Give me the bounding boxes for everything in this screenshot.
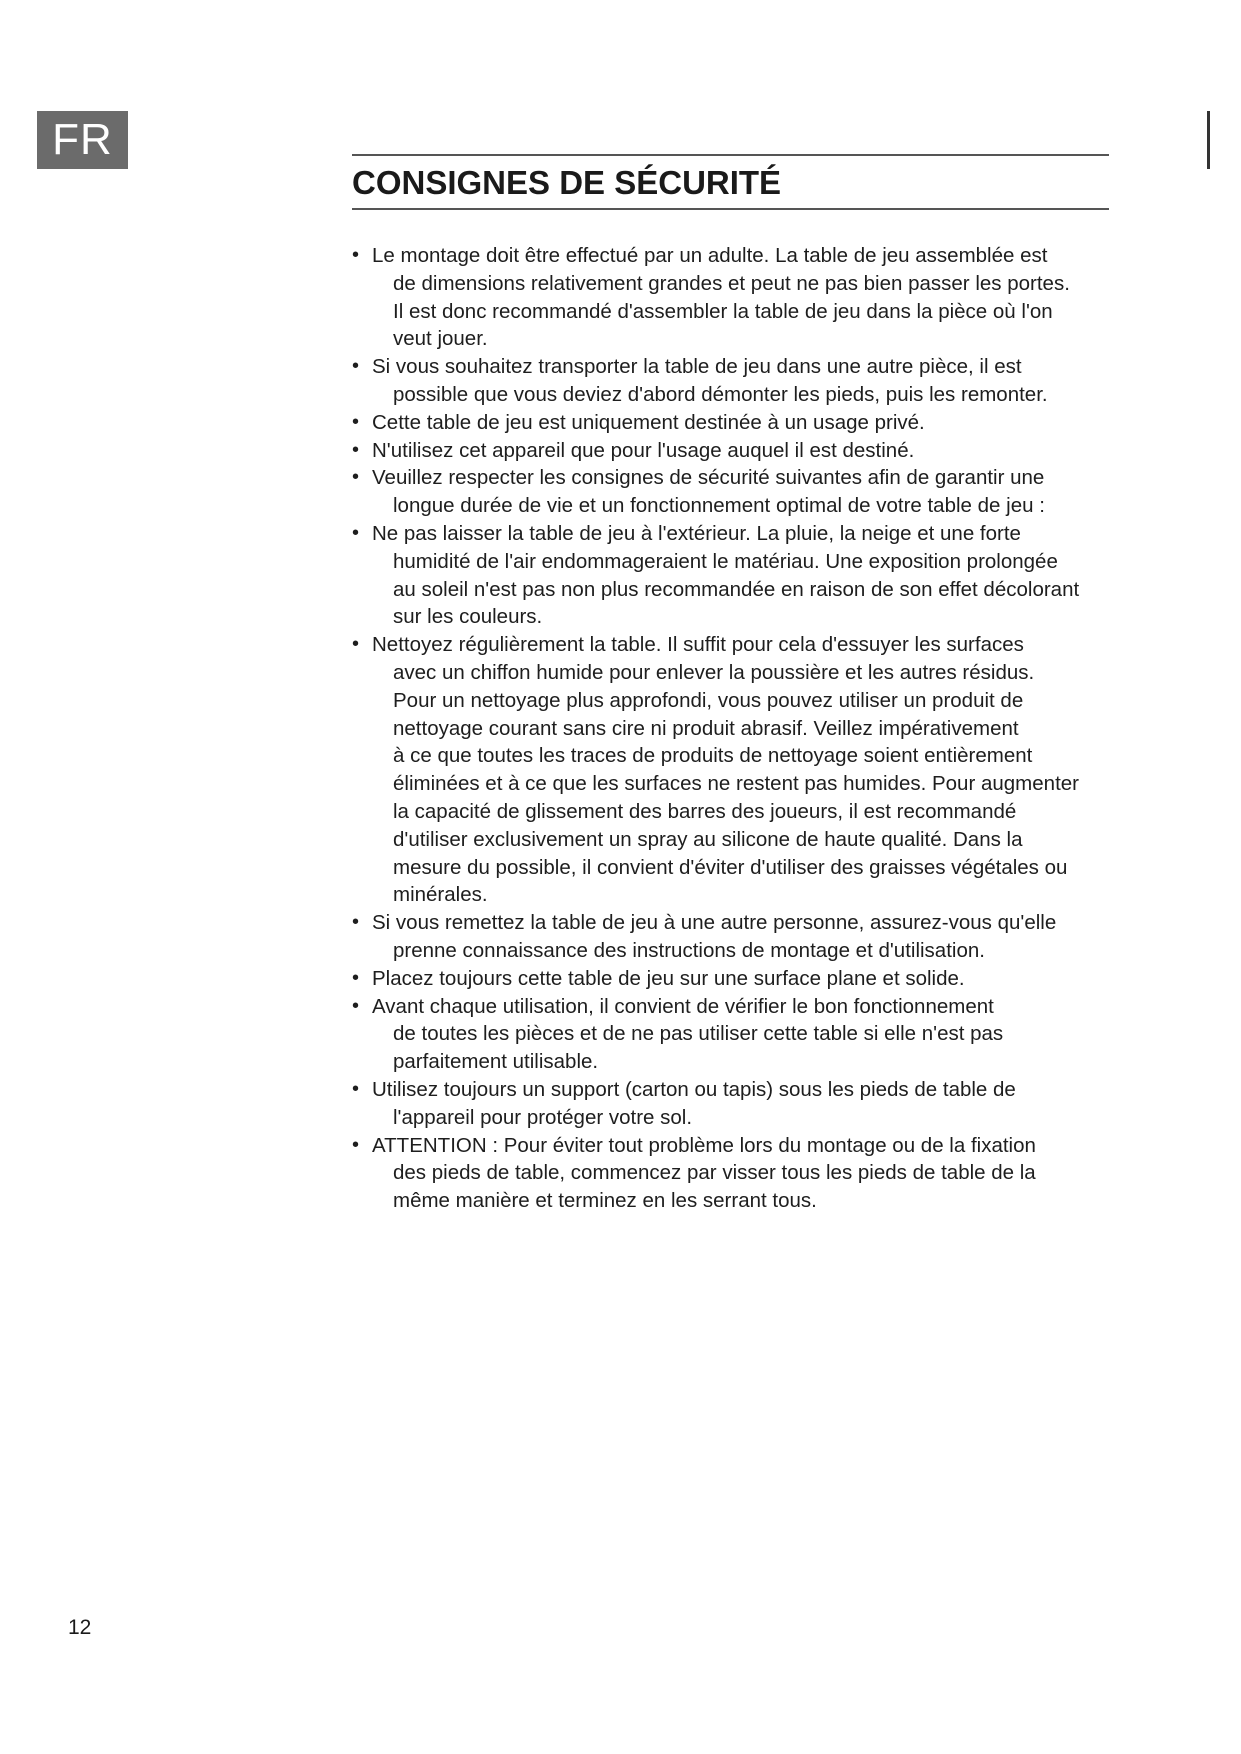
safety-item-line: Nettoyez régulièrement la table. Il suffit pour cela d'essuyer les surfaces: [372, 633, 1024, 657]
bullet-icon: •: [352, 1133, 360, 1156]
bullet-icon: •: [352, 244, 360, 266]
safety-item-line: Pour un nettoyage plus approfondi, vous pouvez utiliser un produit de: [393, 688, 1024, 712]
safety-item-line: des pieds de table, commencez par visser tous les pieds de table de la: [393, 1161, 1036, 1185]
bullet-icon: •: [352, 355, 360, 378]
bullet-icon: •: [352, 410, 360, 433]
safety-item: [352, 631, 1122, 909]
safety-item-line: Veuillez respecter les consignes de sécurité suivantes afin de garantir une: [372, 466, 1045, 490]
safety-item-line: Il est donc recommandé d'assembler la table de jeu dans la pièce où l'on: [393, 299, 1053, 323]
safety-item: [352, 437, 1122, 465]
safety-item-line: Si vous remettez la table de jeu à une autre personne, assurez-vous qu'elle: [372, 911, 1057, 935]
safety-item-line: d'utiliser exclusivement un spray au silicone de haute qualité. Dans la: [393, 827, 1023, 851]
language-badge: FR: [37, 111, 128, 169]
safety-item-line: mesure du possible, il convient d'éviter d'utiliser des graisses végétales ou: [393, 855, 1068, 879]
title-block: [352, 154, 1109, 210]
safety-item-line: ATTENTION : Pour éviter tout problème lors du montage ou de la fixation: [372, 1133, 1036, 1157]
safety-item-line: Cette table de jeu est uniquement destinée à un usage privé.: [372, 410, 925, 434]
safety-item-line: Placez toujours cette table de jeu sur une surface plane et solide.: [372, 966, 965, 990]
safety-item-line: à ce que toutes les traces de produits de nettoyage soient entièrement: [393, 744, 1033, 768]
safety-item-line: au soleil n'est pas non plus recommandée en raison de son effet décolorant: [393, 577, 1080, 601]
safety-item-line: veut jouer.: [393, 327, 488, 351]
page-title: CONSIGNES DE SÉCURITÉ: [352, 164, 782, 201]
safety-item-line: possible que vous deviez d'abord démonter les pieds, puis les remonter.: [393, 382, 1048, 406]
safety-item-line: Utilisez toujours un support (carton ou tapis) sous les pieds de table de: [372, 1077, 1016, 1101]
safety-item: [352, 909, 1122, 965]
safety-item-line: Avant chaque utilisation, il convient de vérifier le bon fonctionnement: [372, 994, 994, 1018]
safety-item: [352, 1132, 1122, 1215]
safety-instructions-list: [352, 242, 1122, 1215]
safety-item-line: même manière et terminez en les serrant tous.: [393, 1189, 817, 1213]
margin-marker: [1207, 111, 1210, 169]
bullet-icon: •: [352, 466, 360, 489]
safety-item: [352, 520, 1122, 631]
safety-item: [352, 353, 1122, 409]
safety-item: [352, 965, 1122, 993]
safety-item-line: éliminées et à ce que les surfaces ne restent pas humides. Pour augmenter: [393, 772, 1079, 796]
bullet-icon: •: [352, 966, 360, 989]
safety-item-line: humidité de l'air endommageraient le matériau. Une exposition prolongée: [393, 549, 1058, 573]
safety-item: [352, 464, 1122, 520]
safety-item-line: Ne pas laisser la table de jeu à l'extérieur. La pluie, la neige et une forte: [372, 521, 1021, 545]
safety-item-line: la capacité de glissement des barres des joueurs, il est recommandé: [393, 799, 1017, 823]
bullet-icon: •: [352, 1077, 360, 1100]
safety-item-line: l'appareil pour protéger votre sol.: [393, 1105, 693, 1129]
safety-item-line: prenne connaissance des instructions de montage et d'utilisation.: [393, 938, 985, 962]
safety-item-line: parfaitement utilisable.: [393, 1050, 599, 1074]
safety-item-line: Si vous souhaitez transporter la table de jeu dans une autre pièce, il est: [372, 355, 1022, 379]
safety-item: [352, 242, 1122, 353]
safety-item-line: nettoyage courant sans cire ni produit abrasif. Veillez impérativement: [393, 716, 1019, 740]
bullet-icon: •: [352, 994, 360, 1017]
bullet-icon: •: [352, 438, 360, 461]
page-number: 12: [68, 1616, 92, 1639]
bullet-icon: •: [352, 911, 360, 934]
safety-item-line: sur les couleurs.: [393, 605, 543, 629]
bullet-icon: •: [352, 633, 360, 656]
safety-item-line: minérales.: [393, 883, 488, 907]
safety-item-line: Le montage doit être effectué par un adulte. La table de jeu assemblée est: [372, 244, 1048, 267]
safety-item: [352, 1076, 1122, 1132]
safety-item-line: de toutes les pièces et de ne pas utiliser cette table si elle n'est pas: [393, 1022, 1004, 1046]
safety-item-line: N'utilisez cet appareil que pour l'usage auquel il est destiné.: [372, 438, 915, 462]
safety-item: [352, 409, 1122, 437]
safety-item-line: avec un chiffon humide pour enlever la poussière et les autres résidus.: [393, 660, 1035, 684]
safety-item-line: de dimensions relativement grandes et peut ne pas bien passer les portes.: [393, 271, 1070, 295]
bullet-icon: •: [352, 521, 360, 544]
safety-item-line: longue durée de vie et un fonctionnement optimal de votre table de jeu :: [393, 494, 1045, 518]
safety-item: [352, 993, 1122, 1076]
